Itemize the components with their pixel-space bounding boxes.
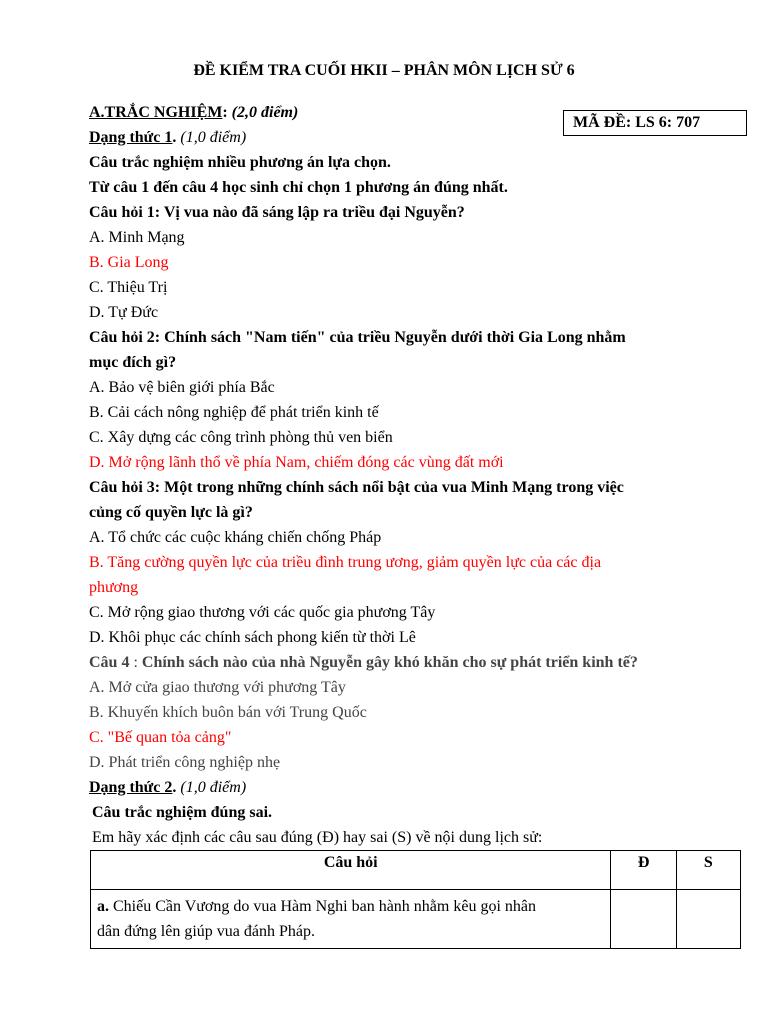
header-true: Đ: [611, 851, 676, 890]
question-2-option-c: C. Xây dựng các công trình phòng thủ ven biển: [89, 429, 393, 446]
question-4-option-c: C. "Bế quan tỏa cảng": [89, 729, 232, 746]
question-2-option-a: A. Bảo vệ biên giới phía Bắc: [89, 379, 275, 396]
table-header-row: [91, 851, 741, 890]
row-a-true-cell[interactable]: [611, 890, 676, 949]
form2-heading: [89, 775, 719, 800]
question-4-separator: :: [129, 654, 142, 671]
row-a-text-line-2: dân đứng lên giúp vua đánh Pháp.: [97, 923, 315, 940]
question-1-option-a: A. Minh Mạng: [89, 229, 185, 246]
question-4-option-b: B. Khuyến khích buôn bán với Trung Quốc: [89, 704, 367, 721]
exam-content: [89, 100, 719, 850]
row-a-false-cell[interactable]: [676, 890, 740, 949]
form2-label: Dạng thức 2: [89, 779, 173, 796]
header-false: S: [676, 851, 740, 890]
row-a-text-line-1: Chiếu Cần Vương do vua Hàm Nghi ban hành nhằm kêu gọi nhân: [109, 898, 536, 915]
row-a-question: [91, 890, 611, 949]
question-3-option-b: B. Tăng cường quyền lực của triều đình trung ương, giảm quyền lực của các địa: [89, 554, 602, 571]
question-2-text-line-2: mục đích gì?: [89, 354, 177, 371]
part-a-colon: :: [222, 104, 232, 121]
question-3-option-a: A. Tổ chức các cuộc kháng chiến chống Pháp: [89, 529, 382, 546]
true-false-table: [90, 850, 741, 949]
question-2-text-line-1: Câu hỏi 2: Chính sách "Nam tiến" của triều Nguyễn dưới thời Gia Long nhằm: [89, 329, 626, 346]
question-3-text-line-1: Câu hỏi 3: Một trong những chính sách nổi bật của vua Minh Mạng trong việc: [89, 479, 624, 496]
question-3-text-line-2: củng cố quyền lực là gì?: [89, 504, 253, 521]
exam-title: ĐỀ KIỂM TRA CUỐI HKII – PHÂN MÔN LỊCH SỬ 6: [193, 62, 575, 79]
exam-code-box: MÃ ĐỀ: LS 6: 707: [563, 110, 747, 136]
question-1-option-c: C. Thiệu Trị: [89, 279, 168, 296]
part-a-label: A.TRẮC NGHIỆM: [89, 104, 223, 121]
form2-desc-2: Em hãy xác định các câu sau đúng (Đ) hay sai (S) về nội dung lịch sử:: [92, 829, 543, 846]
header-question: Câu hỏi: [91, 851, 611, 890]
form1-heading: [89, 125, 719, 150]
question-4-question: Chính sách nào của nhà Nguyễn gây khó khăn cho sự phát triển kinh tế?: [141, 654, 638, 671]
form2-points: (1,0 điểm): [180, 779, 247, 796]
question-4-label: Câu 4: [89, 654, 130, 671]
question-1-option-d: D. Tự Đức: [89, 304, 159, 321]
question-4-text: [89, 650, 719, 675]
part-a-points: (2,0 điểm): [231, 104, 299, 121]
form1-dot: .: [172, 129, 181, 146]
table-row: [91, 890, 741, 949]
form1-label: Dạng thức 1: [89, 129, 173, 146]
part-a-heading: [89, 100, 719, 125]
form1-points: (1,0 điểm): [180, 129, 247, 146]
question-3-option-b-continued: phương: [89, 579, 139, 596]
form2-dot: .: [172, 779, 181, 796]
question-2-option-d: D. Mở rộng lãnh thổ về phía Nam, chiếm đóng các vùng đất mới: [89, 454, 504, 471]
form1-desc-1: Câu trắc nghiệm nhiều phương án lựa chọn.: [89, 154, 391, 171]
question-2-option-b: B. Cải cách nông nghiệp để phát triển kinh tế: [89, 404, 379, 421]
form2-desc-1: Câu trắc nghiệm đúng sai.: [92, 804, 273, 821]
form1-desc-2: Từ câu 1 đến câu 4 học sinh chỉ chọn 1 phương án đúng nhất.: [89, 179, 508, 196]
question-4-option-a: A. Mở cửa giao thương với phương Tây: [89, 679, 346, 696]
question-1-text: Câu hỏi 1: Vị vua nào đã sáng lập ra triều đại Nguyễn?: [89, 204, 465, 221]
row-a-label: a.: [97, 898, 109, 915]
question-1-option-b: B. Gia Long: [89, 254, 169, 271]
question-3-option-d: D. Khôi phục các chính sách phong kiến từ thời Lê: [89, 629, 416, 646]
question-3-option-c: C. Mở rộng giao thương với các quốc gia phương Tây: [89, 604, 436, 621]
question-4-option-d: D. Phát triển công nghiệp nhẹ: [89, 754, 281, 771]
